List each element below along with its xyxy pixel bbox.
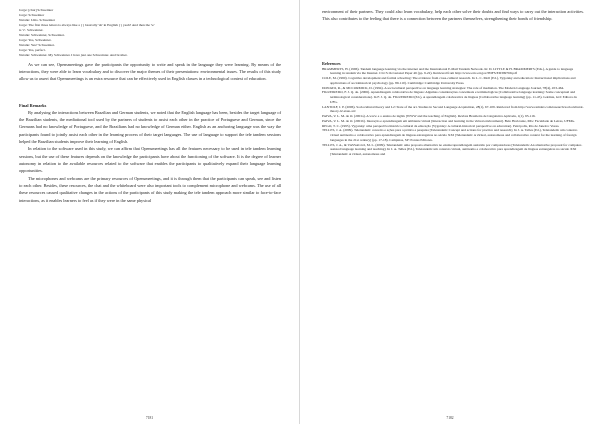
body-paragraph: The microphones and webcams are the primary resources of Opensmeetings, and it is through them that the participants can speak, see and listen to each other. Besides, these resources, the chat and the whiteboard were also important tools to complement microphone and webcams. The use of all these resources caused qualitative changes in the actions of the participants of this study making the tele tandem approach more similar to face-to-face interactions, as it enables learners to feel as if they were in the same physical xyxy=(19,175,281,203)
continuation-paragraph: environment of their partners. They could also learn vocabulary, help each other solve their doubts and find ways to carry out the interaction activities. This also contributes to the feeling that there is a connection between the partners themselves, strengthening their bonds of friendship. xyxy=(322,9,584,22)
dialogue-line: Natalie: Yes? Schweinter. xyxy=(19,42,55,47)
section-heading: Final Remarks xyxy=(19,102,47,108)
dialogue-line: is 'v'. Schweinter. xyxy=(19,27,44,32)
right-page xyxy=(300,0,600,424)
body-paragraph: By analysing the interactions between Brazilian and German students, we noted that the English language has been, besides the target language of the Brazilian students, the mediational tool used by the partners of students to assist each other in the practice of Portuguese and German, since the Germans had no knowledge of Portuguese, and the Brazilians had no knowledge of German either. English as an anchoring language was the way the participants found to jointly assist each other in the learning process of their target languages. The use of language to support the tele tandem sessions helped the Brazilian students improve their learning of English. xyxy=(19,109,281,144)
reference-entry: PAIVA, V. L. M. de O. (2001b). Interação e aprendizagem em ambiente virtual [Interaction and learning in the virtual environment]. Belo Horizonte, MG: Faculdade de Letras, UFMG. xyxy=(322,118,576,123)
page-number: 7182 xyxy=(446,416,454,420)
dialogue-line: Jorge: [chat] Schweinter xyxy=(19,8,54,12)
dialogue-line: Natalie: Schweinter. My Schweinter. I have just one Schweinter. And brother. xyxy=(19,52,128,57)
body-paragraph: In relation to the software used in this study, we can affirm that Opensmeetings has all the features necessary to be used in tele tandem learning sessions, but the use of these features depends on the knowledge the participants have about the functioning of the software. It is the degree of learner autonomy in relation to the available resources related to the software that enables the participants to qualitatively expand their language learning opportunities. xyxy=(19,146,281,174)
reference-entry: TELLES, J. A. (2009). Teletandem: conceito e ações para a prática e pesquisa [Teletandem: Concept and actions for practice and research]. In J. A. Telles (Ed.), Teletandem: um contexto virtual autônomo e colaborativo para aprendizagem de línguas estrangeiras no século XXI [Teletandem: A virtual, autonomous and collaborative context for the learning of foreign languages in the 21st century] (pp. 17-18). Campinas, SP: Pontes Editores. xyxy=(322,128,578,142)
dialogue-line: Jorge: The first three letters is always like a {} basically 'sh' in English {} yeah? And then the 'w' xyxy=(19,22,155,27)
reference-entry: TELLES, J. A., & VASSALLO, M. L. (2009). Teletandem: uma proposta alternativa no ensino/aprendizagem assistido por computadores [Teletandem: An alternative proposal for computer-assisted language learning and teaching]. In J. A. Telles (Ed.), Teletandem: um contexto virtual, autônomo e colaborativo para aprendizagem de línguas estrangeiras no século XXI [Teletandem: A virtual, autonomous and xyxy=(322,142,583,157)
dialogue-line: Jorge: Yes, Schweinter. xyxy=(19,37,52,42)
page-number: 7181 xyxy=(145,416,154,420)
reference-entry: LANTOLF, J. P. (2006). Sociocultural theory and L2: State of the art. Studies in Second Language Acquisition, 28(1), 67-109. Retrieved from http://www.ramdev.com/research/sociocultural-theory-l2-state-art/ xyxy=(322,104,584,114)
reference-entry: REGO, T. C. (1995). Vygotsky: uma perspectiva histórico-cultural da educação [Vygotsky: A cultural-historical perspective on education]. Petrópolis, Rio de Janeiro: Vozes. xyxy=(322,123,560,128)
reference-entry: FIGUEIREDO, F. J. Q. de. (2006). Aprendizagem colaborativa de línguas: Algumas considerações conceituais e terminológicas [Collaborative language learning: Some conceptual and terminological considerations]. In F. J. Q. de. FIGUEIREDO (Ed.), A aprendizagem colaborativa de línguas [Collaborative language learning] (pp. 11-45). Goiânia, GO: Editora da UFG. xyxy=(322,90,577,104)
intro-paragraph: As we can see, Opensmeetings gave the participants the opportunity to write and speak in the language they were learning. By means of the interactions, they were able to learn vocabulary and to discover the major themes of their presentations: environmental issues. The results of this study allow us to assert that Opensmeetings is an extra resource that can be effectively used in English classes in a technological context of education. xyxy=(19,61,281,82)
dialogue-line: Jorge: Schweinter xyxy=(19,12,45,17)
reference-entry: PAIVA, V. L. M. de O. (2001a). A www e o ensino de inglês [WWW and the teaching of English]. Revista Brasileira de Linguística Aplicada, 1(1), 93-116. xyxy=(322,114,536,119)
dialogue-line: Natalie: Schweinter, Schweinter. xyxy=(19,32,65,37)
reference-entry: DONATO, R., & MCCORMICK, D. (1994). A sociocultural perspective on language learning strategies: The role of mediation. The Modern Language Journal, 78(4), 453-464. xyxy=(322,85,565,90)
dialogue-excerpt xyxy=(19,8,281,58)
references-list xyxy=(322,67,584,157)
dialogue-line: Natalie: Ums. Schweinter xyxy=(19,17,56,22)
reference-entry: COLE, M. (1990). Cognitive development and formal schooling: The evidence from cross-cultural research. In L. C. Moll (Ed.), Vygotsky and education: Instructional implications and applications of sociohistorical psychology (pp. 89-110). Cambridge: Cambridge University Press. xyxy=(322,76,576,85)
dialogue-line: Jorge: Yes, perfect. xyxy=(19,47,46,52)
reference-entry: BRAMMERTS, H. (1996). Tandem language learning via the internet and the International E-Mail Tandem Network. In: D. LITTLE & H. BRAMMERTS (Eds.), A guide to language learning in tandem via the Internet. CLCS Occasional Paper 46 (pp. 9-22). Retrieved from http://www.eric.ed.gov/PDFS/ED399769.pdf xyxy=(322,66,574,76)
references-heading: References xyxy=(322,60,341,66)
